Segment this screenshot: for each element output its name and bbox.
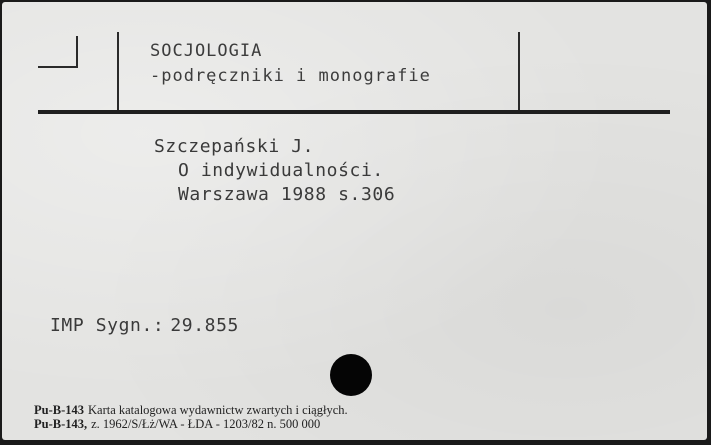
corner-bracket-vertical	[76, 36, 78, 68]
bibliographic-entry	[154, 135, 395, 207]
footer-code-2: Pu-B-143,	[34, 417, 88, 431]
corner-bracket-horizontal	[38, 66, 78, 68]
right-vertical-rule	[518, 32, 520, 112]
entry-imprint: Warszawa 1988 s.306	[178, 184, 396, 205]
footer-code-1: Pu-B-143	[34, 403, 84, 417]
footer-line-2	[34, 417, 348, 431]
footer-text-2: z. 1962/S/Łż/WA - ŁDA - 1203/82 n. 500 000	[91, 417, 321, 431]
subject-line-2: -podręczniki i monografie	[150, 66, 431, 86]
entry-author: Szczepański J.	[154, 136, 315, 157]
punch-hole	[330, 354, 372, 396]
call-number	[50, 314, 239, 338]
card-footer	[34, 403, 348, 431]
header-rule	[38, 110, 670, 114]
catalog-card	[2, 2, 707, 440]
footer-text-1: Karta katalogowa wydawnictw zwartych i ciągłych.	[88, 403, 348, 417]
left-vertical-rule	[117, 32, 119, 112]
footer-line-1	[34, 403, 348, 417]
entry-title: O indywidualności.	[178, 160, 384, 181]
subject-heading	[150, 39, 431, 89]
call-number-label: IMP Sygn.:	[50, 315, 165, 336]
call-number-value: 29.855	[170, 315, 239, 336]
subject-line-1: SOCJOLOGIA	[150, 41, 263, 61]
